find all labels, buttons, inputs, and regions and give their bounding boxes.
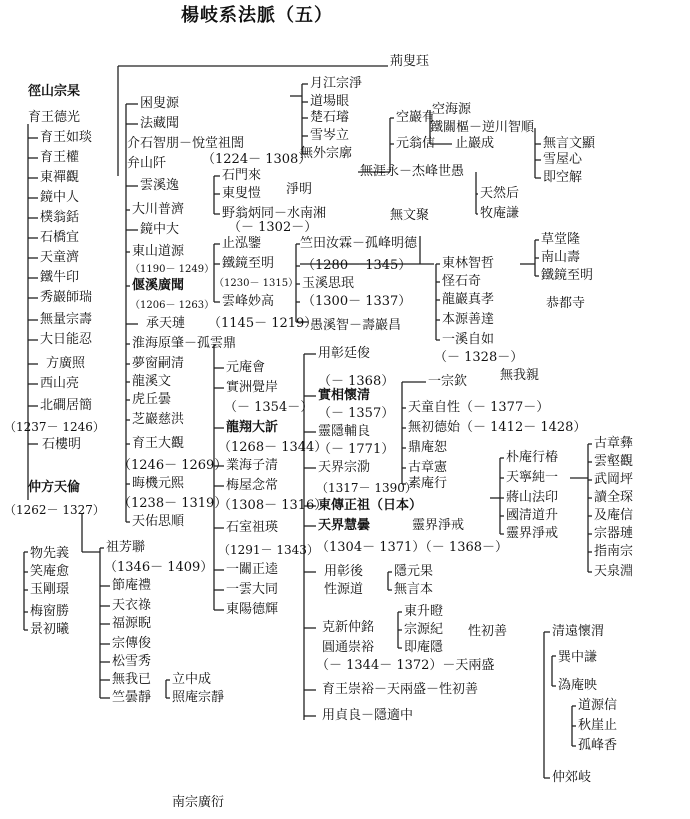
lineage-node: 育王德光 [28, 110, 81, 125]
lineage-node: 牧庵謙 [480, 206, 520, 221]
lineage-node: 宗源紀 [404, 622, 444, 637]
lineage-node: 梅窗勝 [30, 604, 70, 619]
lineage-node: 業海子清 [226, 458, 279, 473]
lineage-node: 育王大觀 [132, 436, 185, 451]
lineage-node: 蔣山法印 [506, 490, 559, 505]
lineage-node: 龍巖真孝 [442, 292, 495, 307]
lineage-node: 楚石璿 [310, 110, 350, 125]
lineage-node: 隱元果 [394, 564, 434, 579]
lineage-node: 恭都寺 [546, 296, 586, 311]
lineage-node: 景初曦 [30, 622, 70, 637]
lineage-node: 雪屋心 [543, 152, 583, 167]
lineage-node: 用彰廷俊 [318, 346, 371, 361]
lineage-node: （－ 1344－ 1372）－天兩盛 [316, 658, 495, 673]
lineage-node: 雲峰妙高 [222, 294, 275, 309]
lineage-node: 北磵居簡 [40, 398, 93, 413]
lineage-node: 素庵行 [408, 476, 448, 491]
lineage-node: 天衣祿 [112, 598, 152, 613]
lineage-node: （1268－ 1344） [218, 440, 328, 455]
lineage-node: 荊叟珏 [390, 54, 430, 69]
lineage-node: 節庵禮 [112, 578, 152, 593]
lineage-node: 方廣照 [46, 356, 86, 371]
lineage-node: 仲郊岐 [552, 770, 592, 785]
lineage-node: 野翁炳同－水南湘 [222, 206, 327, 221]
lineage-node: 石橋宜 [40, 230, 80, 245]
lineage-node: 一溪自如 [442, 332, 495, 347]
lineage-node: 鐵關樞－逆川智順 [430, 120, 535, 135]
lineage-node: 月江宗淨 [310, 76, 363, 91]
lineage-node: 無初德始（－ 1412－ 1428） [408, 420, 587, 435]
lineage-node: 虎丘曇 [132, 392, 172, 407]
lineage-node: 芝巖慈洪 [132, 412, 185, 427]
lineage-node: 石樓明 [42, 437, 82, 452]
lineage-node: 雲壑觀 [594, 454, 634, 469]
lineage-node: 即空解 [543, 170, 583, 185]
lineage-node: 無言本 [394, 582, 434, 597]
lineage-node: 無涯永－杰峰世愚 [360, 164, 465, 179]
footer-caption: 南宗廣衍 [172, 795, 225, 810]
lineage-node: 無量宗壽 [40, 312, 93, 327]
lineage-node: 天佑思順 [132, 514, 185, 529]
lineage-node: 天童濟 [40, 250, 80, 265]
lineage-node: 淨明 [286, 182, 313, 197]
lineage-node: 實相懷清 [318, 388, 371, 403]
lineage-node: （1300－ 1337） [302, 294, 412, 309]
lineage-node: 圓通崇裕 [322, 640, 375, 655]
lineage-node: 龍翔大訢 [226, 420, 279, 435]
lineage-node: 實洲覺岸 [226, 380, 279, 395]
lineage-node: 東傳正祖（日本） [318, 498, 423, 513]
lineage-node: （1291－ 1343） [218, 543, 319, 557]
lineage-node: 指南宗 [594, 544, 634, 559]
lineage-node: 天泉淵 [594, 564, 634, 579]
lineage-node: 鐵鏡至明 [541, 268, 594, 283]
lineage-node: （1346－ 1409） [104, 560, 214, 575]
lineage-node: 石門來 [222, 168, 262, 183]
lineage-node: 東禪觀 [40, 170, 80, 185]
lineage-node: 即庵隱 [404, 640, 444, 655]
lineage-node: 東陽德輝 [226, 602, 279, 617]
lineage-node: （－ 1354－） [224, 400, 314, 415]
lineage-node: （1246－ 1269） [118, 458, 228, 473]
lineage-node: 晦機元熙 [132, 476, 185, 491]
lineage-node: 雪岑立 [310, 128, 350, 143]
lineage-node: 宗傳俊 [112, 636, 152, 651]
lineage-node: 南山壽 [541, 250, 581, 265]
lineage-node: 元庵會 [226, 360, 266, 375]
lineage-node: 溈庵映 [558, 678, 598, 693]
lineage-node: 鏡中人 [40, 190, 80, 205]
lineage-node: （1304－ 1371）（－ 1368－） [316, 540, 509, 555]
lineage-node: （1317－ 1390） [316, 481, 417, 495]
lineage-node: 玉溪思珉 [302, 276, 355, 291]
lineage-node: 孤峰香 [578, 738, 618, 753]
lineage-node: 無我已 [112, 672, 152, 687]
lineage-node: 一關正逵 [226, 562, 279, 577]
lineage-node: 空巖有 [396, 110, 436, 125]
lineage-node: （1230－ 1315） [214, 278, 299, 289]
lineage-node: 愚溪智－壽巖昌 [310, 318, 402, 333]
lineage-node: 玉剛璟 [30, 582, 70, 597]
lineage-node: 竺田汝霖－孤峰明德 [300, 236, 418, 251]
lineage-node: （1145－ 1219） [208, 316, 318, 331]
lineage-node: 元翁信 [396, 136, 436, 151]
lineage-node: 秋崖止 [578, 718, 618, 733]
lineage-node: 天童自性（－ 1377－） [408, 400, 550, 415]
lineage-node: 東叟愷 [222, 186, 262, 201]
lineage-node: 一宗欽 [428, 374, 468, 389]
lineage-node: （1262－ 1327） [4, 503, 105, 517]
lineage-node: 秀巖師瑞 [40, 290, 93, 305]
lineage-node: （1206－ 1263） [130, 300, 215, 311]
lineage-node: 朴庵行椿 [506, 450, 559, 465]
lineage-node: 西山亮 [40, 376, 80, 391]
lineage-node: 石室祖瑛 [226, 520, 279, 535]
lineage-node: 東升瞪 [404, 604, 444, 619]
lineage-node: 用彰後 [324, 564, 364, 579]
lineage-node: 淮海原肇－孤雲鼎 [132, 336, 237, 351]
lineage-node: 無文聚 [390, 208, 430, 223]
lineage-node: 介石智朋－悅堂祖誾 [127, 136, 245, 151]
lineage-node: 照庵宗靜 [172, 690, 225, 705]
lineage-node: 草堂隆 [541, 232, 581, 247]
lineage-node: 止巖成 [455, 136, 495, 151]
lineage-node: 天界宗泐 [318, 460, 371, 475]
lineage-node: 仲方天倫 [28, 480, 81, 495]
lineage-node: 天寧純一 [506, 470, 559, 485]
lineage-node: 怪石奇 [442, 274, 482, 289]
page-title: 楊岐系法脈（五） [181, 5, 333, 26]
lineage-node: 竺曇靜 [112, 690, 152, 705]
lineage-node: （1238－ 1319） [118, 496, 228, 511]
lineage-node: （－ 1328－） [434, 350, 524, 365]
lineage-node: 夢窗嗣清 [132, 356, 185, 371]
lineage-node: 巽中謙 [558, 650, 598, 665]
lineage-node: 性源道 [324, 582, 364, 597]
lineage-node: 育王崇裕－天兩盛－性初善 [322, 682, 479, 697]
lineage-node: 承天璉 [146, 316, 186, 331]
lineage-node: 靈界淨戒 [506, 526, 559, 541]
lineage-node: 武岡坪 [594, 472, 634, 487]
lineage-node: （－ 1302－） [228, 220, 318, 235]
lineage-node: 徑山宗杲 [28, 84, 81, 99]
lineage-node: 東山道源 [132, 244, 185, 259]
lineage-node: 無我親 [500, 368, 540, 383]
lineage-node: 笑庵愈 [30, 564, 70, 579]
lineage-node: （1308－ 1316） [218, 498, 328, 513]
lineage-node: 道場眼 [310, 94, 350, 109]
lineage-node: 本源善達 [442, 312, 495, 327]
lineage-node: 弁山阡 [127, 156, 167, 171]
lineage-node: 無外宗廓 [300, 146, 353, 161]
lineage-node: （1237－ 1246） [4, 420, 105, 434]
lineage-node: 物先義 [30, 546, 70, 561]
lineage-node: 宗器璉 [594, 526, 634, 541]
lineage-node: 天界慧曇 [318, 518, 371, 533]
lineage-node: 大日能忍 [40, 332, 93, 347]
lineage-node: 鏡中大 [140, 222, 180, 237]
lineage-node: 古章憲 [408, 460, 448, 475]
lineage-node: 靈隱輔良 [318, 424, 371, 439]
lineage-node: （－ 1771） [318, 442, 395, 457]
lineage-node: 育王如琰 [40, 130, 93, 145]
lineage-node: 國清道升 [506, 508, 559, 523]
lineage-node: 育王權 [40, 150, 80, 165]
lineage-node: 困叟源 [140, 96, 180, 111]
lineage-node: 空海源 [432, 102, 472, 117]
lineage-node: 克新仲銘 [322, 620, 375, 635]
lineage-node: 用貞良－隱適中 [322, 708, 414, 723]
lineage-node: 法藏聞 [140, 116, 180, 131]
lineage-node: 古章彝 [594, 436, 634, 451]
lineage-node: （1224－ 1308） [202, 152, 312, 167]
lineage-node: 清遠懷渭 [552, 624, 605, 639]
lineage-node: 鐵鏡至明 [222, 256, 275, 271]
lineage-node: 東林智哲 [442, 256, 495, 271]
lineage-node: 道源信 [578, 698, 618, 713]
lineage-node: 讀全琛 [594, 490, 634, 505]
lineage-node: 一雲大同 [226, 582, 279, 597]
lineage-node: 靈界淨戒 [412, 518, 465, 533]
lineage-node: 鐵牛印 [40, 270, 80, 285]
lineage-node: 松雪秀 [112, 654, 152, 669]
lineage-node: 龍溪文 [132, 374, 172, 389]
lineage-node: 止泓鑒 [222, 236, 262, 251]
lineage-node: （－ 1368） [318, 374, 395, 389]
lineage-node: 偃溪廣聞 [132, 278, 185, 293]
lineage-node: 鼎庵恕 [408, 440, 448, 455]
lineage-node: 福源睨 [112, 616, 152, 631]
lineage-node: 雲溪逸 [140, 178, 180, 193]
lineage-node: 樸翁銛 [40, 210, 80, 225]
lineage-node: 天然后 [480, 186, 520, 201]
lineage-node: 性初善 [468, 624, 508, 639]
lineage-node: （－ 1357） [318, 406, 395, 421]
lineage-node: 大川普濟 [132, 202, 185, 217]
lineage-node: （1190－ 1249） [130, 264, 215, 275]
lineage-node: 立中成 [172, 672, 212, 687]
lineage-node: 及庵信 [594, 508, 634, 523]
lineage-node: 祖芳聯 [106, 540, 146, 555]
lineage-node: （1280－ 1345） [302, 258, 412, 273]
lineage-node: 梅屋念常 [226, 478, 279, 493]
lineage-node: 無言文顯 [543, 136, 596, 151]
